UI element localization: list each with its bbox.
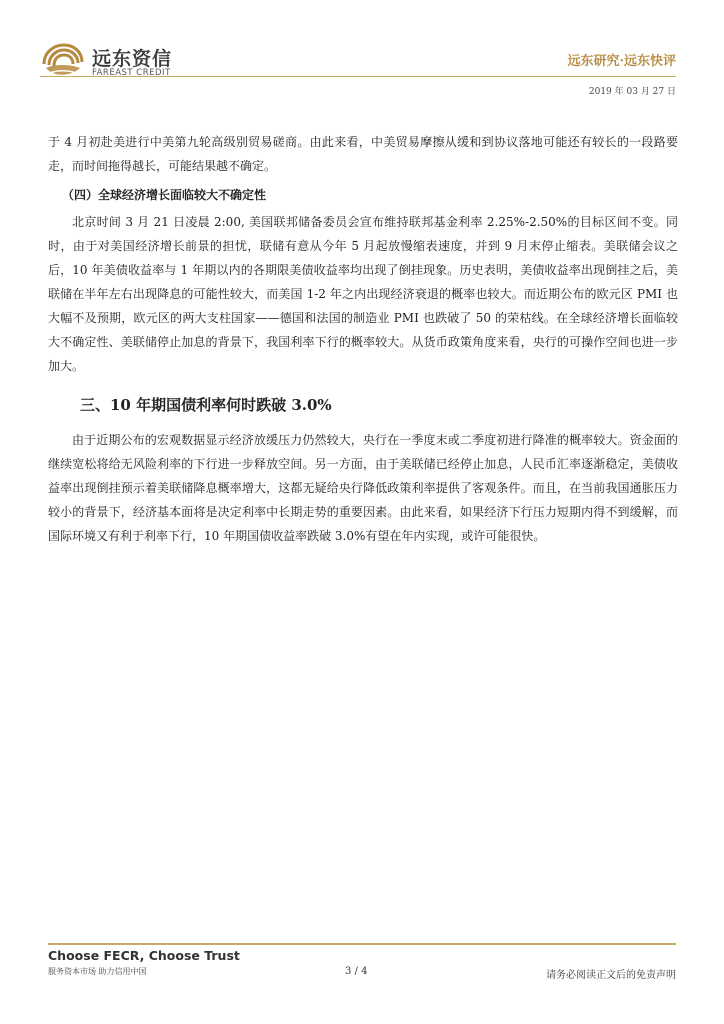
footer-subslogan: 服务资本市场 助力信用中国: [48, 967, 147, 976]
page-header: [0, 0, 724, 110]
paragraph-trade-talks: 于 4 月初赴美进行中美第九轮高级别贸易磋商。由此来看，中美贸易摩擦从缓和到协议落地可能还有较长的一段路要走，而时间拖得越长，可能结果越不确定。: [48, 135, 678, 173]
footer-slogan: Choose FECR, Choose Trust: [48, 948, 240, 963]
section-heading-bond-yield: 三、10 年期国债利率何时跌破 3.0%: [80, 396, 332, 414]
report-date: 2019 年 03 月 27 日: [588, 87, 676, 97]
footer-divider: [48, 943, 676, 945]
document-body: [48, 130, 678, 548]
subheading-global-growth: （四）全球经济增长面临较大不确定性: [62, 188, 267, 202]
page-number: 3 / 4: [345, 966, 368, 977]
logo-chinese-name: 远东资信: [92, 48, 173, 70]
header-divider: [40, 76, 676, 77]
footer-disclaimer: 请务必阅读正文后的免责声明: [546, 970, 676, 981]
paragraph-yield-outlook: 由于近期公布的宏观数据显示经济放缓压力仍然较大，央行在一季度末或二季度初进行降准的概率较大。资金面的继续宽松将给无风险利率的下行进一步释放空间。另一方面，由于美联储已经停止加息，人民币汇率逐渐稳定，美债收益率出现倒挂预示着美联储降息概率增大，这都无疑给央行降低政策利率提供了客观条件。而且，在当前我国通胀压力较小的背景下，经济基本面将是决定利率中长期走势的重要因素。由此来看，如果经济下行压力短期内得不到缓解，而国际环境又有利于利率下行，10 年期国债收益率跌破 3.0%有望在年内实现，或许可能很快。: [48, 433, 678, 543]
report-series-title: 远东研究·远东快评: [567, 54, 676, 69]
logo-english-name: FAREAST CREDIT: [92, 68, 171, 78]
paragraph-fed-policy: 北京时间 3 月 21 日凌晨 2:00, 美国联邦储备委员会宣布维持联邦基金利率 2.25%-2.50%的目标区间不变。同时，由于对美国经济增长前景的担忧，联储有意从今年 5 月起放慢缩表速度，并到 9 月末停止缩表。美联储会议之后，10 年美债收益率与 1 年期以内的各期限美债收益率均出现了倒挂现象。历史表明，美债收益率出现倒挂之后，美联储在半年左右出现降息的可能性较大，而美国 1-2 年之内出现经济衰退的概率也较大。而近期公布的欧元区 PMI 也大幅不及预期，欧元区的两大支柱国家——德国和法国的制造业 PMI 也跌破了 50 的荣枯线。在全球经济增长面临较大不确定性、美联储停止加息的背景下，我国利率下行的概率较大。从货币政策角度来看，央行的可操作空间也进一步加大。: [48, 215, 678, 373]
